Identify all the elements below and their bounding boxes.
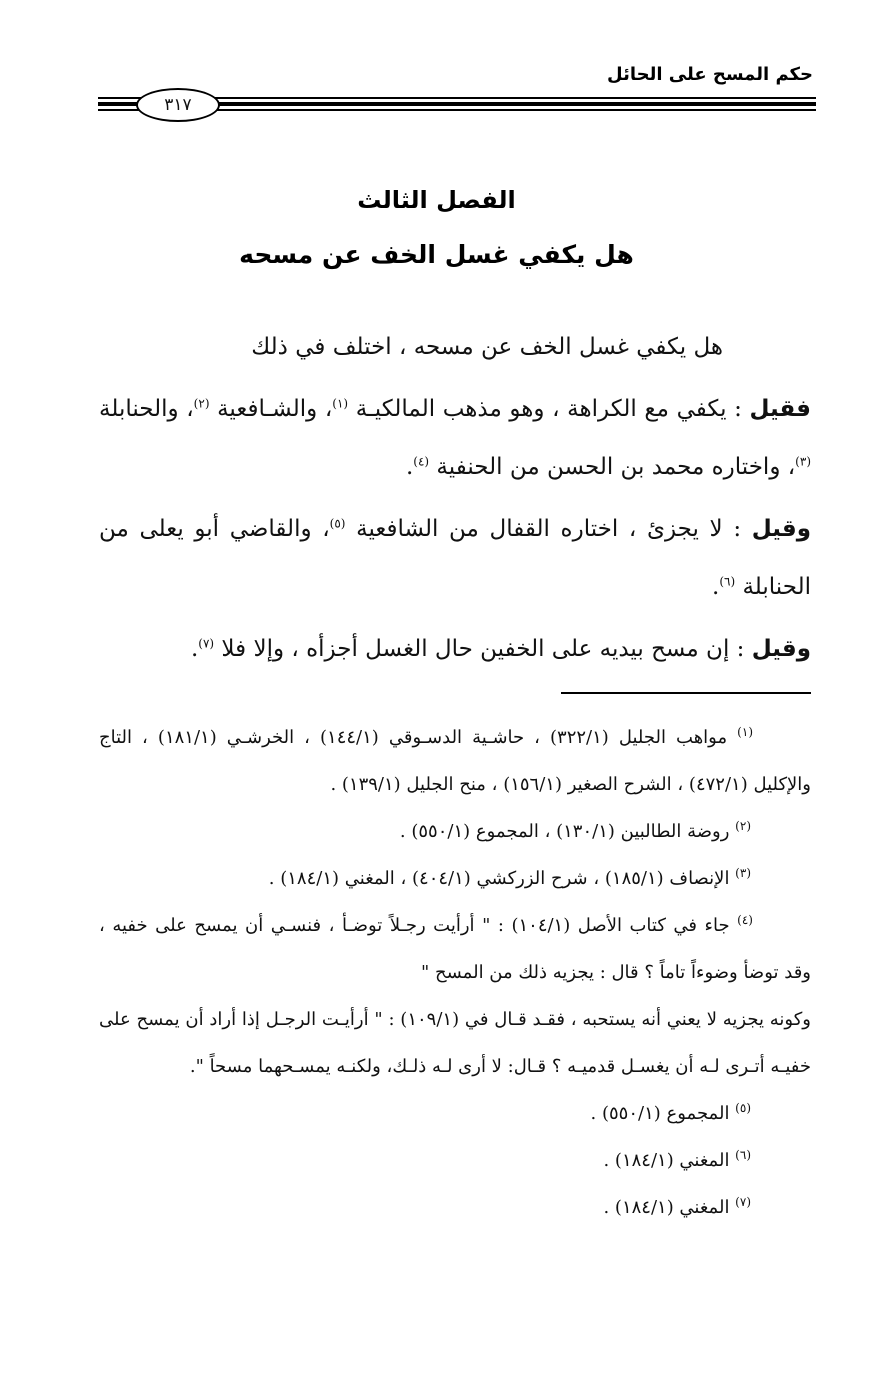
opinion-text: : لا يجزئ ، اختاره القفال من الشافعية — [345, 516, 752, 542]
header-rule — [98, 88, 816, 120]
running-title: حكم المسح على الحائل — [607, 64, 813, 85]
footnote-ref[interactable]: (٤) — [413, 454, 430, 469]
page-number: ٣١٧ — [136, 88, 220, 122]
opinion-text: : إن مسح بيديه على الخفين حال الغسل أجزأه ، وإلا فلا — [214, 636, 752, 662]
footnote-number: (٣) — [735, 866, 751, 880]
opinion-lead: فقيل — [749, 396, 811, 422]
footnote-text: جاء في كتاب الأصل (١٠٤/١) : " أرأيت رجـلاً توضـأ ، فنسـي أن يمسح على خفيه ، وقد توضأ وضوءاً تاماً ؟ قال : يجزيه ذلك من المسح " — [99, 915, 811, 983]
footnote-2 — [99, 808, 811, 855]
footnote-number: (٢) — [735, 819, 751, 833]
footnote-text: مواهب الجليل (٣٢٢/١) ، حاشـية الدسـوقي (١٤٤/١) ، الخرشـي (١٨١/١) ، التاج والإكليل (٤٧٢/١) ، الشرح الصغير (١٥٦/١) ، منح الجليل (١٣٩/١) . — [99, 727, 811, 795]
opinion-text: . — [712, 574, 720, 600]
footnote-number: (٥) — [735, 1101, 751, 1115]
footnote-6 — [99, 1137, 811, 1184]
opinion-text: ، واختاره محمد بن الحسن من الحنفية — [429, 454, 796, 480]
footnote-ref[interactable]: (٧) — [198, 636, 215, 651]
opinion-text: . — [405, 454, 414, 480]
opinion-text: . — [190, 636, 199, 662]
footnote-separator — [561, 692, 811, 694]
chapter-subtitle: هل يكفي غسل الخف عن مسحه — [239, 240, 634, 269]
footnote-4-continued — [99, 996, 811, 1090]
footnote-text: وكونه يجزيه لا يعني أنه يستحبه ، فقـد قـال في (١٠٩/١) : " أرأيـت الرجـل إذا أراد أن يمسح على خفيـه أتـرى لـه أن يغسـل قدميـه ؟ قـال: لا أرى لـه ذلـك، ولكنـه يمسـحهما مسحاً ". — [99, 1009, 811, 1077]
footnote-text: المجموع (٥٥٠/١) . — [590, 1103, 736, 1124]
footnote-1 — [99, 714, 811, 808]
footnote-5 — [99, 1090, 811, 1137]
opinion-text: ، والشـافعية — [209, 396, 333, 422]
footnote-number: (٧) — [735, 1195, 751, 1209]
intro-paragraph — [99, 318, 811, 376]
chapter-title: الفصل الثالث — [357, 186, 516, 214]
opinion-paragraph-2 — [99, 500, 811, 616]
footnote-7 — [99, 1184, 811, 1231]
opinion-text: ، والحنابلة — [99, 396, 194, 422]
footnote-text: المغني (١٨٤/١) . — [603, 1150, 736, 1171]
opinion-paragraph-1 — [99, 380, 811, 496]
footnote-ref[interactable]: (٣) — [795, 454, 811, 469]
opinion-text: : يكفي مع الكراهة ، وهو مذهب المالكيـة — [348, 396, 750, 422]
footnote-number: (٤) — [737, 913, 753, 927]
footnote-ref[interactable]: (٦) — [719, 574, 736, 589]
footnote-text: المغني (١٨٤/١) . — [603, 1197, 736, 1218]
main-text — [99, 318, 811, 682]
footnote-3 — [99, 855, 811, 902]
footnote-ref[interactable]: (١) — [332, 396, 349, 411]
footnote-ref[interactable]: (٢) — [193, 396, 210, 411]
footnote-number: (٦) — [735, 1148, 751, 1162]
footnote-number: (١) — [737, 725, 753, 739]
opinion-paragraph-3 — [99, 620, 811, 678]
opinion-text: ، والقاضي أبو يعلى من الحنابلة — [99, 516, 811, 600]
opinion-lead: وقيل — [751, 516, 811, 542]
footnote-text: روضة الطالبين (١٣٠/١) ، المجموع (٥٥٠/١) . — [399, 821, 736, 842]
footnote-ref[interactable]: (٥) — [329, 516, 346, 531]
footnotes — [99, 714, 811, 1231]
footnote-text: الإنصاف (١٨٥/١) ، شرح الزركشي (٤٠٤/١) ، المغني (١٨٤/١) . — [268, 868, 736, 889]
footnote-4 — [99, 902, 811, 996]
opinion-lead: وقيل — [751, 636, 811, 662]
intro-text: هل يكفي غسل الخف عن مسحه ، اختلف في ذلك — [251, 334, 723, 360]
